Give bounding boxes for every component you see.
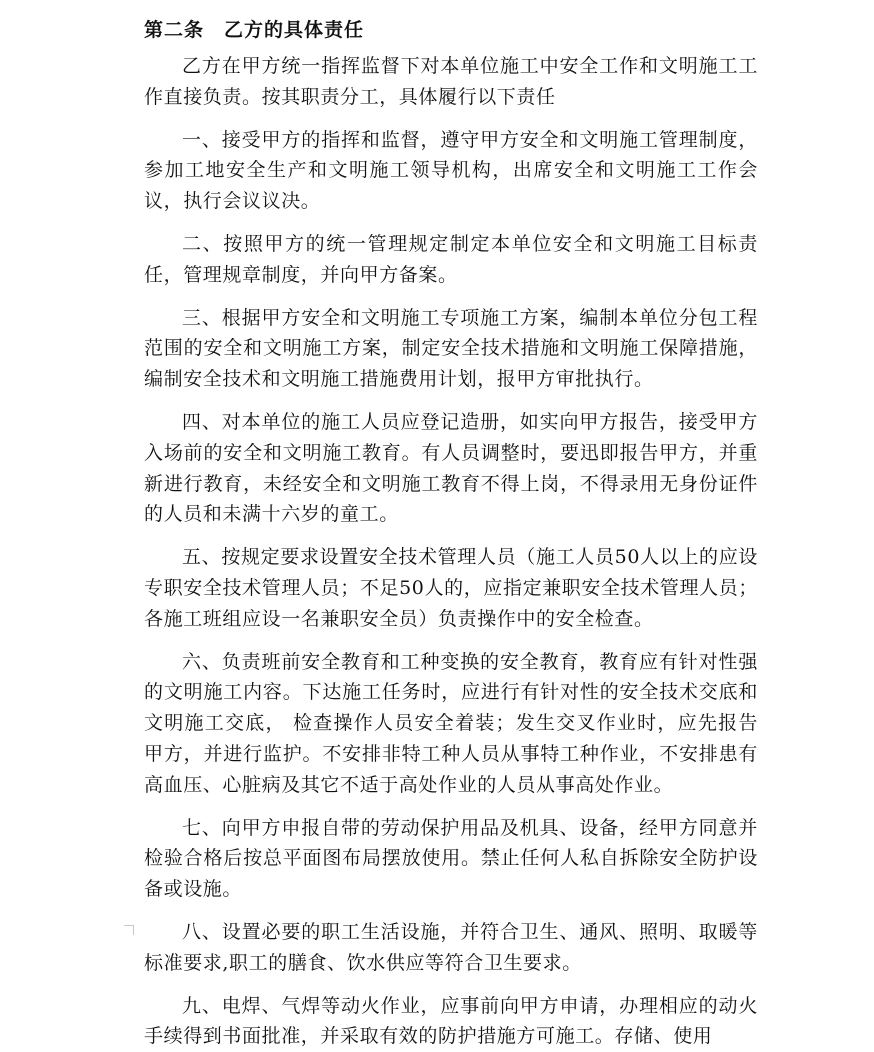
paragraph-item-5: 五、按规定要求设置安全技术管理人员（施工人员50人以上的应设专职安全技术管理人员；不足50人的，应指定兼职安全技术管理人员；各施工班组应设一名兼职安全员）负责操作中的安全检查。 bbox=[144, 546, 758, 630]
page-corner-mark-left bbox=[124, 925, 134, 935]
paragraph-item-3: 三、根据甲方安全和文明施工专项施工方案，编制本单位分包工程范围的安全和文明施工方案，制定安全技术措施和文明施工保障措施，编制安全技术和文明施工措施费用计划，报甲方审批执行。 bbox=[144, 306, 758, 391]
paragraph-item-2: 二、按照甲方的统一管理规定制定本单位安全和文明施工目标责任，管理规章制度，并向甲方备案。 bbox=[144, 232, 758, 286]
paragraph-item-8: 八、设置必要的职工生活设施，并符合卫生、通风、照明、取暖等标准要求,职工的膳食、饮水供应等符合卫生要求。 bbox=[144, 920, 758, 974]
paragraph-item-4: 四、对本单位的施工人员应登记造册，如实向甲方报告，接受甲方入场前的安全和文明施工教育。有人员调整时，要迅即报告甲方，并重新进行教育，未经安全和文明施工教育不得上岗，不得录用无身份证件的人员和未满十六岁的童工。 bbox=[144, 410, 758, 526]
paragraph-intro: 乙方在甲方统一指挥监督下对本单位施工中安全工作和文明施工工作直接负责。按其职责分工，具体履行以下责任 bbox=[144, 55, 758, 108]
section-heading: 第二条 乙方的具体责任 bbox=[144, 19, 365, 41]
paragraph-item-9: 九、电焊、气焊等动火作业，应事前向甲方申请，办理相应的动火手续得到书面批准，并采取有效的防护措施方可施工。存储、使用 bbox=[144, 994, 758, 1048]
paragraph-item-6: 六、负责班前安全教育和工种变换的安全教育，教育应有针对性强的文明施工内容。下达施工任务时，应进行有针对性的安全技术交底和文明施工交底， 检查操作人员安全着装；发生交叉作业时，应先报告甲方，并进行监护。不安排非特工种人员从事特工种作业，不安排患有高血压、心脏病及其它不适于高处作业的人员从事高处作业。 bbox=[144, 650, 758, 796]
paragraph-item-7: 七、向甲方申报自带的劳动保护用品及机具、设备，经甲方同意并检验合格后按总平面图布局摆放使用。禁止任何人私自拆除安全防护设备或设施。 bbox=[144, 816, 758, 901]
page-corner-mark-right bbox=[740, 925, 750, 935]
paragraph-item-1: 一、接受甲方的指挥和监督，遵守甲方安全和文明施工管理制度，参加工地安全生产和文明施工领导机构，出席安全和文明施工工作会议，执行会议议决。 bbox=[144, 128, 758, 213]
